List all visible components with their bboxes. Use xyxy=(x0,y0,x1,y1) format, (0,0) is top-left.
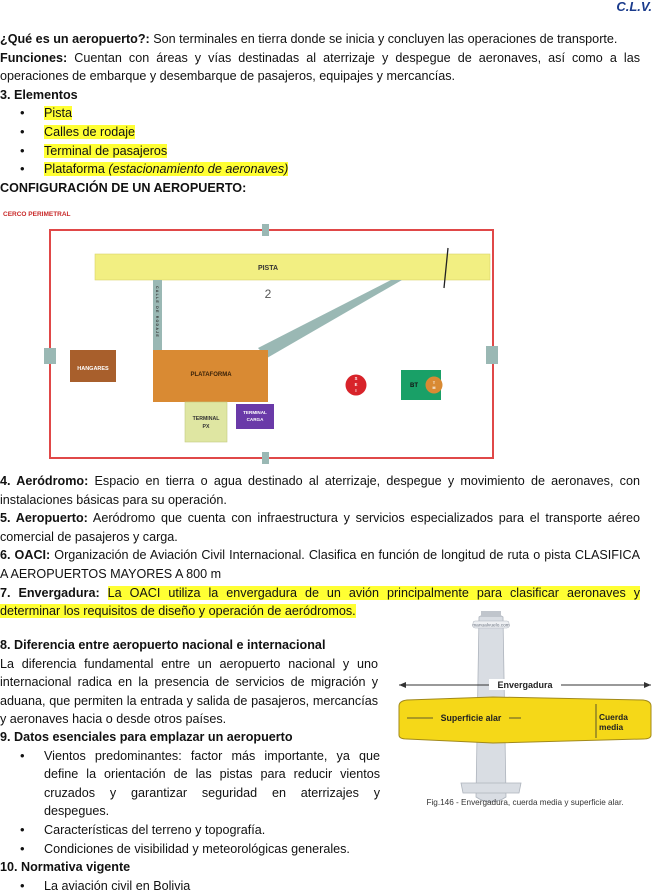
section-10-heading: 10. Normativa vigente xyxy=(0,860,131,875)
svg-text:M: M xyxy=(432,386,436,390)
functions-paragraph xyxy=(0,49,640,86)
apron-label: PLATAFORMA xyxy=(190,372,232,378)
svg-text:S: S xyxy=(354,376,358,381)
list-item: • Vientos predominantes: factor más importante, ya que define la orientación de las pistas para reducir vientos cruzados y garantizar seguridad en aterrizajes y despegues. xyxy=(0,747,380,821)
functions-text: Cuentan con áreas y vías destinadas al aterrizaje y despegue de aeronaves, así como a las operaciones de embarque y desembarque de pasajeros, equipajes y mercancías. xyxy=(0,50,640,84)
span-label: Envergadura xyxy=(497,680,553,690)
fence-gate xyxy=(486,346,498,364)
taxiway-label: CALLE DE RODAJE xyxy=(155,286,159,338)
definition-wingspan: 7. Envergadura: La OACI utiliza la envergadura de un avión principalmente para clasificar aeronaves y determinar los requisitos de diseño y operación de aeródromos. xyxy=(0,585,641,619)
list-item: • Calles de rodaje xyxy=(0,123,640,142)
definitions-block xyxy=(0,472,640,621)
airport-configuration-diagram xyxy=(0,208,505,470)
list-item: • Plataforma (estacionamiento de aeronaves) xyxy=(0,160,640,179)
figure-caption: Fig.146 - Envergadura, cuerda media y superficie alar. xyxy=(426,798,624,807)
list-item: • Características del terreno y topografía. xyxy=(0,821,380,840)
intro-block xyxy=(0,30,640,197)
perimeter-label: CERCO PERIMETRAL xyxy=(3,211,71,218)
elements-list xyxy=(0,104,640,178)
section-9-heading: 9. Datos esenciales para emplazar un aeropuerto xyxy=(0,730,293,744)
fence-gate xyxy=(262,452,269,464)
cargo-terminal-label-2: CARGA xyxy=(246,417,264,422)
runway xyxy=(95,254,490,280)
functions-label: Funciones: xyxy=(0,50,68,65)
list-item: • Condiciones de visibilidad y meteorológicas generales. xyxy=(0,840,380,859)
annotation-number: 2 xyxy=(264,287,272,301)
watermark: manualvuelo.com xyxy=(472,623,510,629)
section-10-list xyxy=(0,877,380,895)
definition-airport: 5. Aeropuerto: Aeródromo que cuenta con infraestructura y servicios especializados para el transporte aéreo comercial de pasajeros y carga. xyxy=(0,511,640,544)
cargo-terminal-label-1: TERMINAL xyxy=(243,410,267,415)
fence-gate xyxy=(262,224,269,236)
config-heading: CONFIGURACIÓN DE UN AEROPUERTO: xyxy=(0,180,247,195)
chord-label-1: Cuerda xyxy=(599,712,628,722)
elements-heading: 3. Elementos xyxy=(0,87,78,102)
author-initials: C.L.V. xyxy=(616,0,652,14)
passenger-terminal xyxy=(185,402,227,442)
passenger-terminal-label-1: TERMINAL xyxy=(192,416,220,422)
what-is-airport-text: Son terminales en tierra donde se inicia y concluyen las operaciones de transporte. xyxy=(149,32,618,46)
wingspan-figure xyxy=(393,607,658,812)
definition-oaci: 6. OACI: Organización de Aviación Civil Internacional. Clasifica en función de longitud de ruta o pista CLASIFICA A AEROPUERTOS MAYORES A 800 m xyxy=(0,548,640,581)
hangars-label: HANGARES xyxy=(77,366,109,372)
what-is-airport xyxy=(0,30,640,49)
wing-area-label: Superficie alar xyxy=(440,713,502,723)
tower-circle xyxy=(426,377,443,394)
svg-text:I: I xyxy=(355,388,357,393)
list-item: • Pista xyxy=(0,104,640,123)
section-8-text: La diferencia fundamental entre un aeropuerto nacional y uno internacional radica en la presencia de servicios de migración y aduana, que permiten la entrada y salida de pasajeros, mercancías y aeronaves hacia o desde otros países. xyxy=(0,656,378,727)
svg-text:T: T xyxy=(432,381,436,385)
nose xyxy=(481,611,501,617)
definition-aerodrome: 4. Aeródromo: Espacio en tierra o agua destinado al aterrizaje, despegue y movimiento de aeronaves, con instalaciones básicas para su operación. xyxy=(0,474,640,507)
section-8 xyxy=(0,636,378,729)
section-8-heading: 8. Diferencia entre aeropuerto nacional e internacional xyxy=(0,638,326,652)
list-item: • Terminal de pasajeros xyxy=(0,142,640,161)
passenger-terminal-label-2: PX xyxy=(202,424,210,430)
bt-label: BT xyxy=(410,383,418,389)
chord-label-2: media xyxy=(599,722,624,732)
what-is-airport-label: ¿Qué es un aeropuerto?: xyxy=(0,32,150,46)
fence-gate xyxy=(44,348,56,364)
horizontal-stabilizer xyxy=(461,783,521,793)
runway-label: PISTA xyxy=(257,265,279,272)
section-9-list xyxy=(0,747,380,859)
svg-text:E: E xyxy=(354,382,358,387)
list-item: • La aviación civil en Bolivia xyxy=(0,877,380,895)
